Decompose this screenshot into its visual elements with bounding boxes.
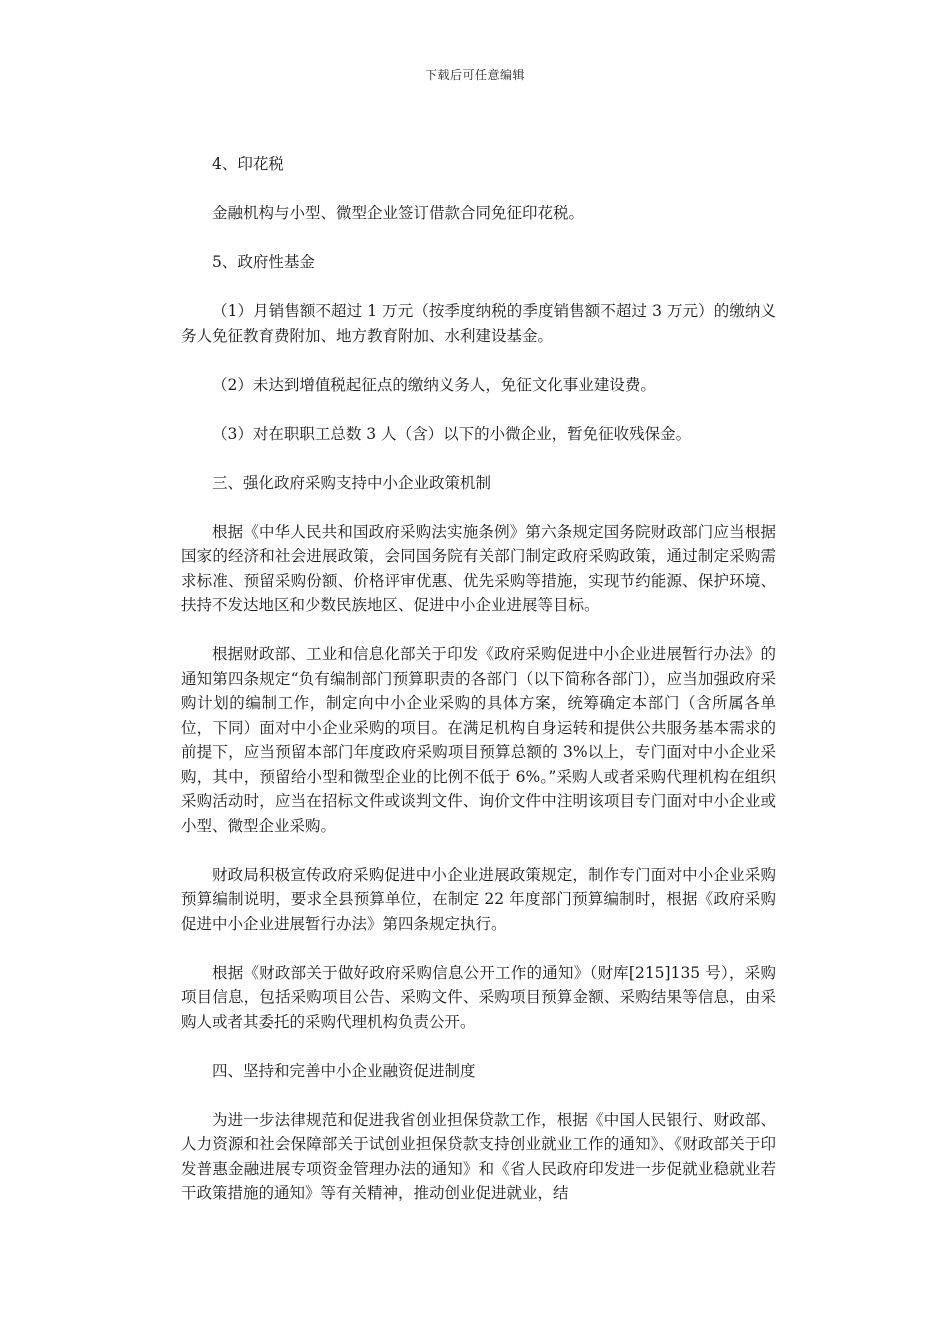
paragraph: 根据《财政部关于做好政府采购信息公开工作的通知》（财库[215]135 号），采购项目信息，包括采购项目公告、采购文件、采购项目预算金额、采购结果等信息，由采购人或者其委托的采购代理机构负责公开。 [181, 963, 776, 1031]
document-body [181, 152, 776, 1206]
paragraph: （1）月销售额不超过 1 万元（按季度纳税的季度销售额不超过 3 万元）的缴纳义务人免征教育费附加、地方教育附加、水利建设基金。 [181, 302, 776, 345]
paragraph: 为进一步法律规范和促进我省创业担保贷款工作，根据《中国人民银行、财政部、人力资源和社会保障部关于试创业担保贷款支持创业就业工作的通知》、《财政部关于印发普惠金融进展专项资金管理办法的通知》和《省人民政府印发进一步促就业稳就业若干政策措施的通知》等有关精神，推动创业促进就业，结 [181, 1110, 776, 1202]
paragraph: 根据《中华人民共和国政府采购法实施条例》第六条规定国务院财政部门应当根据国家的经济和社会进展政策，会同国务院有关部门制定政府采购政策，通过制定采购需求标准、预留采购份额、价格评审优惠、优先采购等措施，实现节约能源、保护环境、扶持不发达地区和少数民族地区、促进中小企业进展等目标。 [181, 522, 776, 614]
paragraph: （3）对在职职工总数 3 人（含）以下的小微企业，暂免征收残保金。 [212, 424, 692, 443]
paragraph: 财政局积极宣传政府采购促进中小企业进展政策规定，制作专门面对中小企业采购预算编制说明，要求全县预算单位，在制定 22 年度部门预算编制时，根据《政府采购促进中小企业进展暂行办法》第四条规定执行。 [181, 865, 776, 933]
paragraph: 根据财政部、工业和信息化部关于印发《政府采购促进中小企业进展暂行办法》的通知第四条规定“负有编制部门预算职责的各部门（以下简称各部门），应当加强政府采购计划的编制工作，制定向中小企业采购的具体方案，统筹确定本部门（含所属各单位，下同）面对中小企业采购的项目。在满足机构自身运转和提供公共服务基本需求的前提下，应当预留本部门年度政府采购项目预算总额的 3%以上，专门面对中小企业采购，其中，预留给小型和微型企业的比例不低于 6%。”采购人或者采购代理机构在组织采购活动时，应当在招标文件或谈判文件、询价文件中注明该项目专门面对中小企业或小型、微型企业采购。 [181, 645, 776, 835]
page-header: 下载后可任意编辑 [424, 68, 525, 82]
heading-stamp-tax: 4、印花税 [212, 155, 284, 173]
section-heading-financing: 四、坚持和完善中小企业融资促进制度 [212, 1061, 476, 1080]
section-heading-procurement: 三、强化政府采购支持中小企业政策机制 [212, 473, 492, 492]
paragraph: 金融机构与小型、微型企业签订借款合同免征印花税。 [212, 204, 585, 222]
paragraph: （2）未达到增值税起征点的缴纳义务人，免征文化事业建设费。 [212, 375, 656, 394]
heading-government-funds: 5、政府性基金 [212, 253, 315, 271]
